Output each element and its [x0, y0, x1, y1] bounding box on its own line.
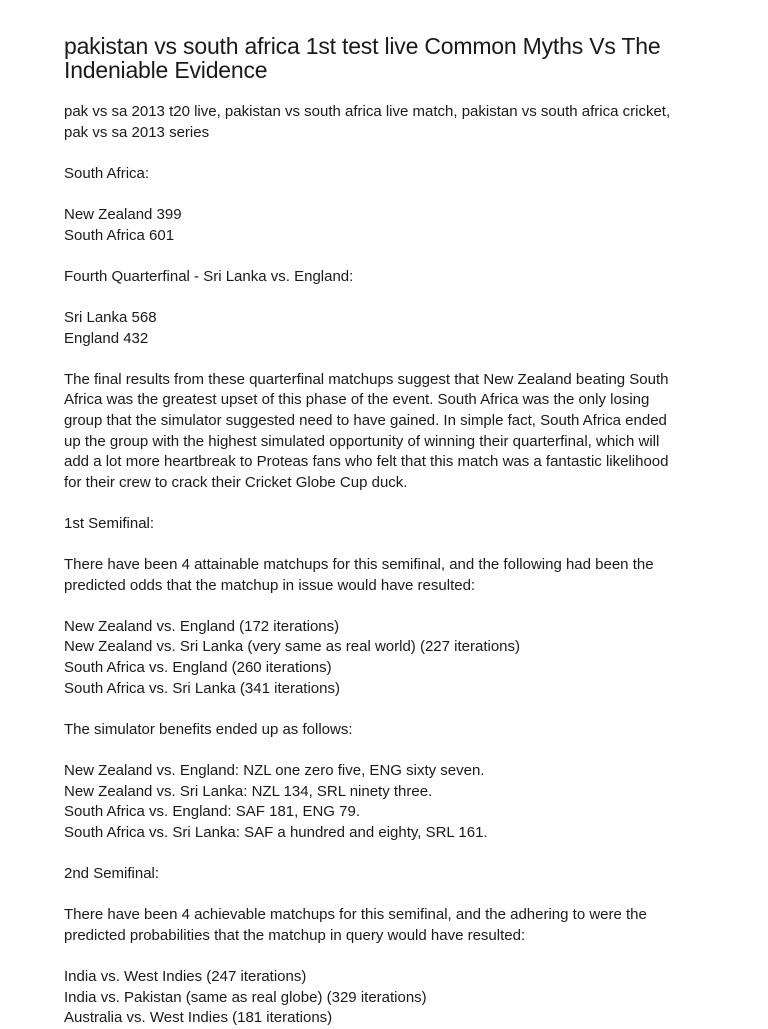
- section-heading: 1st Semifinal:: [64, 514, 155, 532]
- simulation-results-list: [64, 761, 704, 843]
- results-paragraph: [64, 370, 704, 494]
- text-line: predicted probabilities that the matchup in query would have resulted:: [64, 926, 526, 944]
- text-line: add a lot more heartbreak to Proteas fans who felt that this match was a fantastic likelihood: [64, 453, 669, 471]
- matchup-line: India vs. Pakistan (same as real globe) (329 iterations): [64, 988, 427, 1006]
- matchup-line: New Zealand vs. Sri Lanka (very same as real world) (227 iterations): [64, 638, 521, 656]
- section-heading: South Africa:: [64, 164, 150, 182]
- result-line: New Zealand vs. England: NZL one zero five, ENG sixty seven.: [64, 762, 485, 779]
- text-line: There have been 4 achievable matchups for this semifinal, and the adhering to were the: [64, 906, 647, 924]
- text-line: There have been 4 attainable matchups for this semifinal, and the following had been the: [64, 556, 654, 574]
- text-line: group that the simulator suggested need to have gained. In simple fact, South Africa ended: [64, 411, 667, 429]
- title-line: pakistan vs south africa 1st test live Common Myths Vs The: [64, 33, 661, 59]
- intro-paragraph: [64, 905, 704, 946]
- text-line: pak vs sa 2013 series: [64, 123, 210, 141]
- matchup-list: [64, 617, 704, 699]
- matchup-line: New Zealand vs. England (172 iterations): [64, 617, 340, 635]
- matchup-line: India vs. West Indies (247 iterations): [64, 967, 307, 985]
- score-line: England 432: [64, 329, 149, 347]
- matchup-line: South Africa vs. England (260 iterations): [64, 659, 332, 677]
- text-line: predicted odds that the matchup in issue would have resulted:: [64, 576, 476, 594]
- intro-paragraph: [64, 555, 704, 596]
- section-heading: Fourth Quarterfinal - Sri Lanka vs. England:: [64, 267, 354, 285]
- score-list: [64, 308, 704, 349]
- matchup-list: [64, 967, 704, 1029]
- text-line: up the group with the highest simulated opportunity of winning their quarterfinal, which will: [64, 432, 660, 450]
- text-line: for their crew to crack their Cricket Globe Cup duck.: [64, 473, 408, 491]
- result-line: New Zealand vs. Sri Lanka: NZL 134, SRL ninety three.: [64, 782, 433, 800]
- text-line: Africa was the greatest upset of this phase of the event. South Africa was the only losing: [64, 391, 650, 409]
- article-body: [64, 102, 704, 1029]
- text-line: pak vs sa 2013 t20 live, pakistan vs south africa live match, pakistan vs south africa cricket,: [64, 103, 671, 120]
- score-line: New Zealand 399: [64, 205, 182, 223]
- result-line: South Africa vs. Sri Lanka: SAF a hundred and eighty, SRL 161.: [64, 823, 488, 841]
- score-line: Sri Lanka 568: [64, 308, 157, 326]
- page-title: [64, 0, 704, 82]
- matchup-line: Australia vs. West Indies (181 iterations): [64, 1009, 333, 1027]
- tags-paragraph: [64, 102, 704, 143]
- result-line: South Africa vs. England: SAF 181, ENG 79.: [64, 803, 360, 821]
- matchup-line: South Africa vs. Sri Lanka (341 iterations): [64, 679, 340, 697]
- score-list: [64, 205, 704, 246]
- document-page: [64, 0, 704, 1029]
- section-heading: The simulator benefits ended up as follows:: [64, 720, 353, 738]
- text-line: The final results from these quarterfinal matchups suggest that New Zealand beating South: [64, 370, 669, 388]
- section-heading: 2nd Semifinal:: [64, 864, 160, 882]
- title-line: Indeniable Evidence: [64, 57, 268, 83]
- score-line: South Africa 601: [64, 226, 175, 244]
